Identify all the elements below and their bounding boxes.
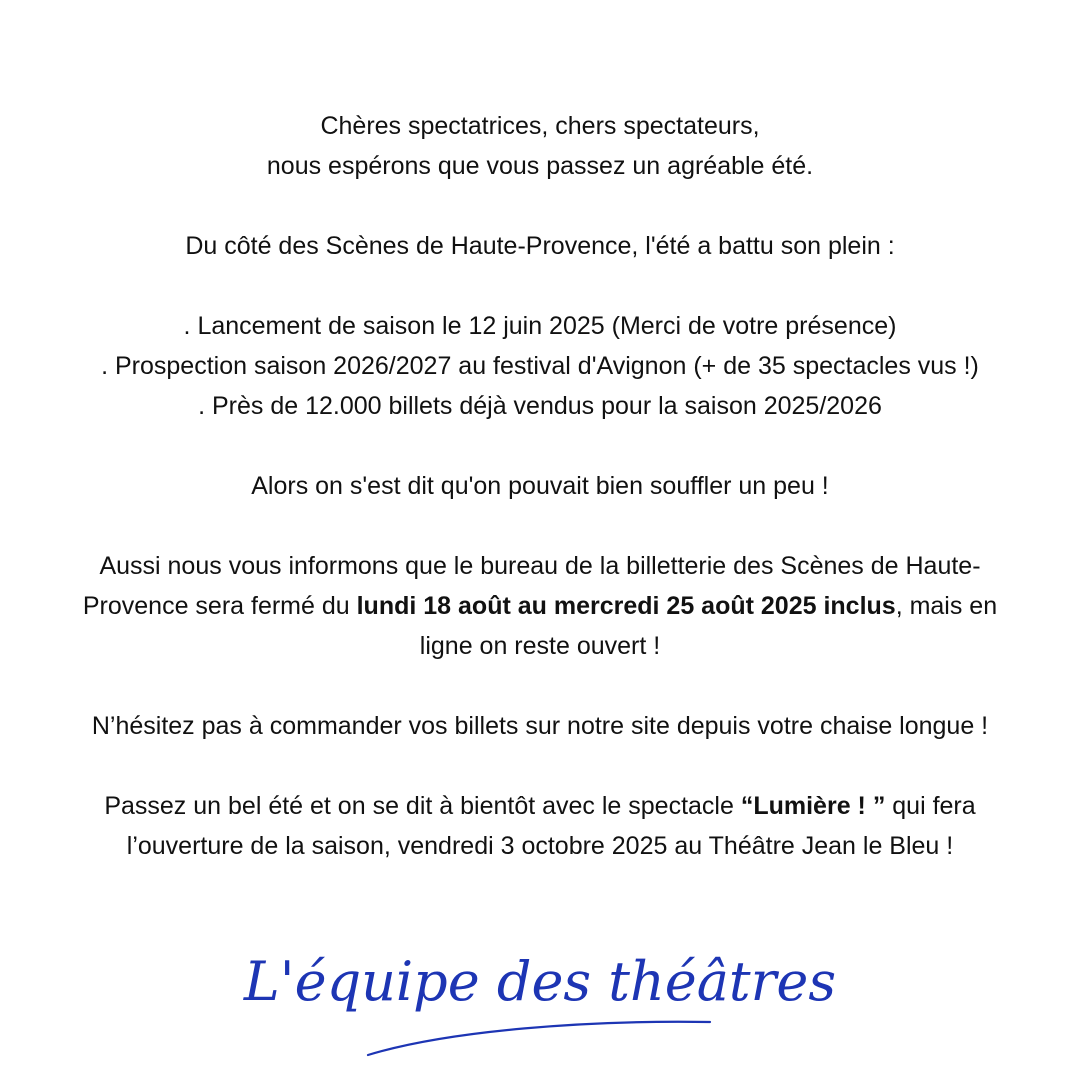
closure-line-3: ligne on reste ouvert ! (419, 632, 661, 660)
signature-text: L'équipe des théâtres (243, 950, 837, 1013)
highlight-item: . Près de 12.000 billets déjà vendus pour la saison 2025/2026 (198, 392, 882, 420)
encourage-line: N’hésitez pas à commander vos billets sur notre site depuis votre chaise longue ! (91, 712, 989, 740)
show-title: “Lumière ! ” (740, 792, 886, 820)
encourage-paragraph (0, 706, 1080, 746)
highlight-item: . Lancement de saison le 12 juin 2025 (Merci de votre présence) (183, 312, 897, 340)
intro-line: Du côté des Scènes de Haute-Provence, l'été a battu son plein : (185, 232, 895, 260)
closing-line-1 (0, 786, 1080, 826)
closure-line-2 (0, 586, 1080, 626)
closure-text-after: , mais en (895, 592, 998, 620)
closing-paragraph (0, 786, 1080, 866)
closure-paragraph (0, 546, 1080, 666)
signature (243, 950, 837, 1060)
signature-graphic (243, 950, 837, 1060)
greeting-paragraph (0, 106, 1080, 186)
closing-line-2: l’ouverture de la saison, vendredi 3 octobre 2025 au Théâtre Jean le Bleu ! (126, 832, 954, 860)
closure-line-1: Aussi nous vous informons que le bureau de la billetterie des Scènes de Haute- (99, 552, 981, 580)
highlights-list (0, 306, 1080, 426)
greeting-line-1: Chères spectatrices, chers spectateurs, (320, 112, 760, 140)
closing-text-before: Passez un bel été et on se dit à bientôt avec le spectacle (104, 792, 741, 820)
highlight-item: . Prospection saison 2026/2027 au festival d'Avignon (+ de 35 spectacles vus !) (101, 352, 979, 380)
letter-body (0, 106, 1080, 906)
closing-text-after: qui fera (885, 792, 976, 820)
pause-line: Alors on s'est dit qu'on pouvait bien souffler un peu ! (251, 472, 829, 500)
closure-text-before: Provence sera fermé du (82, 592, 357, 620)
intro-paragraph (0, 226, 1080, 266)
greeting-line-2: nous espérons que vous passez un agréable été. (266, 152, 814, 180)
signature-underline (368, 1022, 710, 1055)
pause-paragraph (0, 466, 1080, 506)
closure-dates: lundi 18 août au mercredi 25 août 2025 inclus (356, 592, 896, 620)
